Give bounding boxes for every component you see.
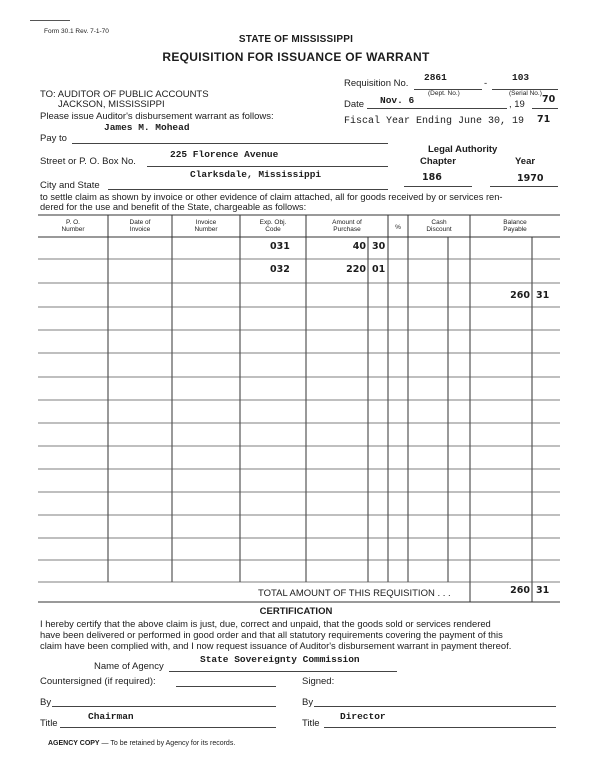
serial-no-caption: (Serial No.) (509, 90, 542, 97)
title-label-left: Title (40, 718, 58, 729)
balance-dollars: 260 (510, 290, 530, 301)
street-label: Street or P. O. Box No. (40, 156, 136, 167)
col-po-number: P. O. Number (61, 219, 85, 233)
city-label: City and State (40, 180, 100, 191)
countersigned-label: Countersigned (if required): (40, 676, 156, 687)
title-left-value: Chairman (88, 711, 134, 722)
pay-to-label: Pay to (40, 133, 67, 144)
col-invoice-number: Invoice Number (194, 219, 218, 233)
by-label-right: By (302, 697, 314, 708)
authority-year-value: 1970 (517, 173, 544, 184)
certification-line-2: have been delivered or performed in good order and that all statutory requirements covering the payment of this (40, 629, 503, 640)
date-label: Date (344, 99, 365, 110)
total-dollars: 260 (510, 585, 530, 596)
certification-line-1: I hereby certify that the above claim is just, due, correct and unpaid, that the goods sold or services rendered (40, 618, 491, 629)
form-title: REQUISITION FOR ISSUANCE OF WARRANT (162, 50, 430, 64)
title-right-value: Director (340, 711, 386, 722)
col-cash-discount: Cash Discount (426, 219, 452, 233)
form-number: Form 30.1 Rev. 7-1-70 (44, 28, 109, 35)
row-1-amount-dollars: 40 (352, 241, 366, 252)
requisition-dash: - (484, 78, 488, 89)
col-exp-obj-code: Exp. Obj. Code (259, 219, 287, 233)
title-label-right: Title (302, 718, 320, 729)
requisition-label: Requisition No. (344, 78, 409, 89)
col-date-of-invoice: Date of Invoice (129, 219, 151, 233)
agency-name-value: State Sovereignty Commission (200, 654, 360, 665)
fiscal-year-label: Fiscal Year Ending June 30, 19 (344, 116, 525, 127)
date-year-prefix: , 19 (509, 99, 525, 110)
fiscal-year-value: 71 (537, 114, 551, 125)
chapter-label: Chapter (420, 156, 456, 167)
to-line-1: TO: AUDITOR OF PUBLIC ACCOUNTS (40, 89, 209, 100)
settle-text-1: to settle claim as shown by invoice or other evidence of claim attached, all for goods received by or services ren- (40, 192, 503, 202)
legal-authority-label: Legal Authority (428, 144, 498, 155)
col-percent: % (395, 224, 401, 231)
settle-text-2: dered for the use and benefit of the State, chargeable as follows: (40, 202, 307, 212)
requisition-serial-no: 103 (512, 72, 530, 83)
signed-label: Signed: (302, 676, 335, 687)
row-2-exp-code: 032 (270, 264, 290, 275)
street-value: 225 Florence Avenue (170, 149, 279, 160)
requisition-dept-no: 2861 (424, 72, 447, 83)
row-1-amount-cents: 30 (372, 241, 386, 252)
by-label-left: By (40, 697, 52, 708)
row-1-exp-code: 031 (270, 241, 290, 252)
total-cents: 31 (536, 585, 550, 596)
year-label: Year (515, 156, 536, 167)
balance-cents: 31 (536, 290, 550, 301)
instruction-text: Please issue Auditor's disbursement warrant as follows: (40, 111, 274, 122)
city-value: Clarksdale, Mississippi (190, 169, 322, 180)
col-balance-payable: Balance Payable (503, 219, 527, 233)
col-amount-of-purchase: Amount of Purchase (332, 219, 362, 233)
date-value: Nov. 6 (380, 95, 415, 106)
agency-copy-note: AGENCY COPY — To be retained by Agency for its records. (48, 740, 236, 747)
dept-no-caption: (Dept. No.) (428, 90, 460, 97)
date-year: 70 (542, 94, 556, 105)
state-heading: STATE OF MISSISSIPPI (238, 34, 354, 45)
chapter-value: 186 (422, 172, 442, 183)
row-2-amount-dollars: 220 (346, 264, 366, 275)
agency-name-label: Name of Agency (94, 661, 164, 672)
certification-heading: CERTIFICATION (259, 606, 333, 617)
certification-line-3: claim have been complied with, and I now request issuance of Auditor's disbursement warrant in payment thereof. (40, 640, 512, 651)
row-2-amount-cents: 01 (372, 264, 386, 275)
to-line-2: JACKSON, MISSISSIPPI (58, 99, 165, 110)
total-label: TOTAL AMOUNT OF THIS REQUISITION . . . (258, 588, 451, 599)
payee-name: James M. Mohead (104, 122, 190, 133)
